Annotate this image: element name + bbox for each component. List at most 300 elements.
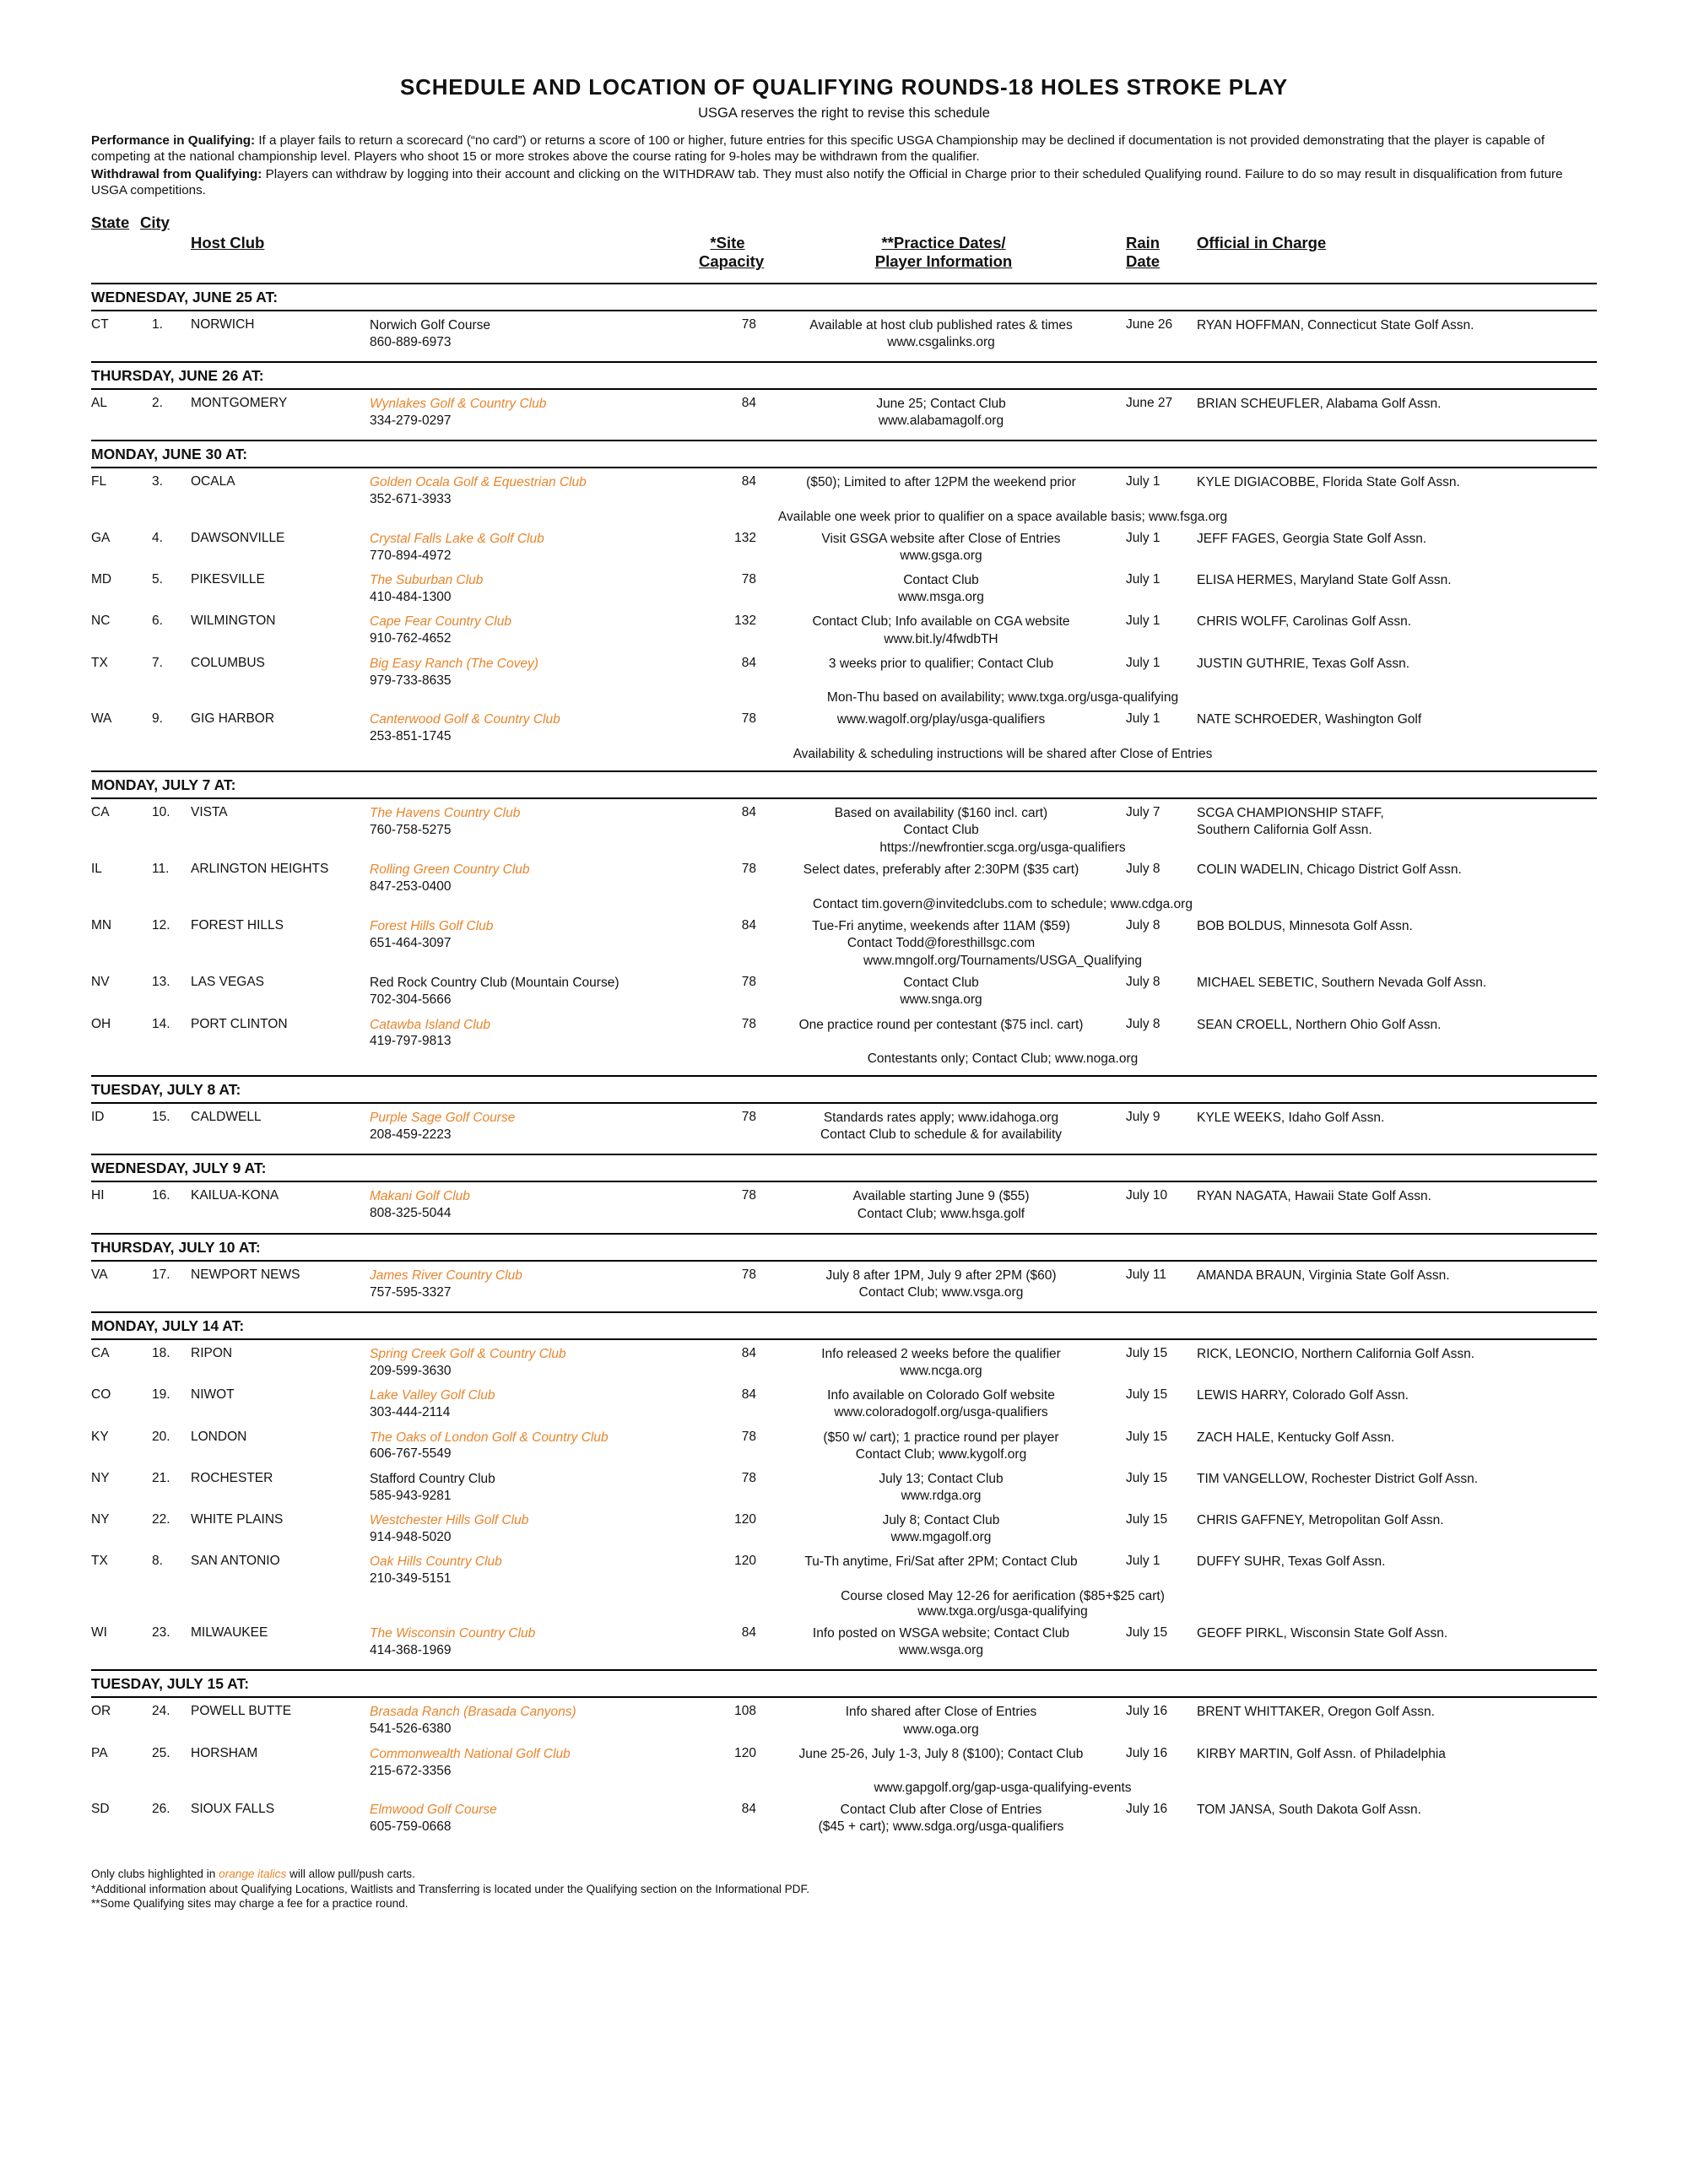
- table-row: [91, 856, 1597, 897]
- official-line: COLIN WADELIN, Chicago District Golf Assn.: [1197, 862, 1462, 878]
- cell-host-club: [370, 1017, 699, 1051]
- official-line: BRIAN SCHEUFLER, Alabama Golf Assn.: [1197, 396, 1442, 411]
- cell-city: DAWSONVILLE: [191, 530, 285, 545]
- cell-number: 22.: [152, 1512, 170, 1527]
- official-line: NATE SCHROEDER, Washington Golf: [1197, 712, 1422, 727]
- cell-rain-date: July 16: [1126, 1704, 1168, 1719]
- host-club-name: Purple Sage Golf Course: [370, 1111, 516, 1126]
- cell-rain-date: June 26: [1126, 316, 1173, 332]
- day-header: WEDNESDAY, JUNE 25 AT:: [91, 283, 1597, 311]
- cell-city: VISTA: [191, 805, 228, 820]
- cell-site-capacity: 78: [741, 862, 756, 877]
- practice-info-line: www.snga.org: [900, 992, 982, 1008]
- cell-official-in-charge: [1197, 572, 1636, 589]
- practice-info-line: Availability & scheduling instructions will be shared after Close of Entries: [793, 747, 1213, 762]
- cell-state: ID: [91, 1110, 105, 1125]
- host-club-name: The Wisconsin Country Club: [370, 1626, 536, 1641]
- cell-official-in-charge: [1197, 1802, 1636, 1819]
- cell-rain-date: July 9: [1126, 1110, 1160, 1125]
- practice-info-line: Contact tim.govern@invitedclubs.com to schedule; www.cdga.org: [813, 896, 1193, 911]
- host-club-name: Red Rock Country Club (Mountain Course): [370, 976, 619, 991]
- cell-host-club: [370, 474, 699, 508]
- cell-state: WA: [91, 711, 112, 727]
- official-line: CHRIS WOLFF, Carolinas Golf Assn.: [1197, 614, 1412, 630]
- cell-number: 9.: [152, 711, 163, 727]
- practice-info-wide: [370, 1781, 1636, 1796]
- practice-info-line: Contact Club: [903, 976, 979, 991]
- practice-info-line: June 25; Contact Club: [876, 396, 1006, 411]
- practice-info-line: Contact Club; www.vsga.org: [858, 1284, 1024, 1300]
- practice-info-line: Available starting June 9 ($55): [852, 1189, 1030, 1204]
- cell-city: ARLINGTON HEIGHTS: [191, 862, 329, 877]
- cell-host-club: [370, 1746, 699, 1780]
- official-line: AMANDA BRAUN, Virginia State Golf Assn.: [1197, 1268, 1450, 1283]
- practice-info-line: www.gapgolf.org/gap-usga-qualifying-events: [874, 1781, 1132, 1796]
- cell-rain-date: July 1: [1126, 530, 1160, 545]
- cell-practice-info: [760, 1188, 1123, 1222]
- cell-city: NIWOT: [191, 1387, 235, 1403]
- cell-state: MD: [91, 572, 112, 587]
- table-row: [91, 1548, 1597, 1589]
- host-club-name: Brasada Ranch (Brasada Canyons): [370, 1705, 576, 1720]
- cell-number: 26.: [152, 1802, 170, 1817]
- cell-rain-date: July 15: [1126, 1387, 1168, 1403]
- official-line: JUSTIN GUTHRIE, Texas Golf Assn.: [1197, 656, 1410, 671]
- official-line: LEWIS HARRY, Colorado Golf Assn.: [1197, 1388, 1409, 1403]
- table-row: [91, 311, 1597, 353]
- cell-practice-info: [760, 317, 1123, 351]
- table-row: [91, 799, 1597, 841]
- cell-rain-date: July 1: [1126, 1554, 1160, 1569]
- table-header: [91, 214, 1597, 272]
- host-club-name: Lake Valley Golf Club: [370, 1388, 495, 1403]
- cell-site-capacity: 84: [741, 1346, 756, 1361]
- practice-info-wide: [370, 841, 1636, 856]
- cell-number: 17.: [152, 1267, 170, 1282]
- cell-site-capacity: 84: [741, 1625, 756, 1641]
- cell-city: SAN ANTONIO: [191, 1554, 280, 1569]
- cell-city: NORWICH: [191, 316, 255, 332]
- table-row: [91, 1262, 1597, 1303]
- header-rain-line2: Date: [1126, 251, 1160, 270]
- practice-info-line: Contact Club; Info available on CGA website: [812, 614, 1070, 630]
- cell-number: 7.: [152, 655, 163, 670]
- table-row: [91, 566, 1597, 608]
- table-row: [91, 1465, 1597, 1506]
- cell-rain-date: July 1: [1126, 572, 1160, 587]
- cell-site-capacity: 78: [741, 1188, 756, 1203]
- cell-number: 11.: [152, 862, 170, 877]
- cell-site-capacity: 84: [741, 395, 756, 410]
- cell-host-club: [370, 396, 699, 430]
- cell-practice-info: [760, 1471, 1123, 1505]
- cell-host-club: [370, 317, 699, 351]
- cell-official-in-charge: [1197, 396, 1636, 413]
- table-row: [91, 705, 1597, 747]
- practice-info-line: ($45 + cart); www.sdga.org/usga-qualifiers: [818, 1819, 1064, 1835]
- cell-rain-date: July 8: [1126, 975, 1160, 990]
- cell-host-club: [370, 1554, 699, 1587]
- official-line: ELISA HERMES, Maryland State Golf Assn.: [1197, 573, 1452, 588]
- cell-host-club: [370, 862, 699, 895]
- cell-official-in-charge: [1197, 656, 1636, 673]
- host-club-phone: 808-325-5044: [370, 1206, 452, 1221]
- cell-site-capacity: 78: [741, 1267, 756, 1282]
- host-club-phone: 651-464-3097: [370, 935, 452, 950]
- practice-info-wide: [370, 510, 1636, 525]
- cell-practice-info: [760, 1387, 1123, 1421]
- official-line: TOM JANSA, South Dakota Golf Assn.: [1197, 1803, 1421, 1818]
- header-practice-line1: **Practice Dates/: [881, 234, 1006, 252]
- host-club-phone: 847-253-0400: [370, 879, 452, 895]
- host-club-phone: 253-851-1745: [370, 729, 452, 744]
- note-performance-label: Performance in Qualifying:: [91, 133, 256, 148]
- cell-state: NY: [91, 1512, 110, 1527]
- cell-state: VA: [91, 1267, 108, 1282]
- cell-official-in-charge: [1197, 1268, 1636, 1284]
- cell-official-in-charge: [1197, 317, 1636, 334]
- host-club-name: The Oaks of London Golf & Country Club: [370, 1430, 609, 1445]
- cell-official-in-charge: [1197, 614, 1636, 630]
- cell-city: RIPON: [191, 1346, 233, 1361]
- practice-info-line: June 25-26, July 1-3, July 8 ($100); Contact Club: [798, 1746, 1084, 1761]
- header-rain-line1: Rain: [1126, 234, 1160, 252]
- footer-line-3: **Some Qualifying sites may charge a fee for a practice round.: [91, 1897, 408, 1911]
- cell-host-club: [370, 1802, 699, 1835]
- host-club-name: James River Country Club: [370, 1268, 522, 1283]
- cell-city: PORT CLINTON: [191, 1016, 288, 1031]
- practice-info-line: www.csgalinks.org: [887, 334, 995, 349]
- note-performance: [91, 133, 1597, 165]
- cell-host-club: [370, 1188, 699, 1222]
- host-club-name: Oak Hills Country Club: [370, 1554, 502, 1570]
- official-line: SEAN CROELL, Northern Ohio Golf Assn.: [1197, 1017, 1442, 1032]
- cell-state: MN: [91, 917, 112, 933]
- cell-official-in-charge: [1197, 1471, 1636, 1488]
- host-club-name: Golden Ocala Golf & Equestrian Club: [370, 475, 587, 490]
- cell-city: GIG HARBOR: [191, 711, 275, 727]
- practice-info-line: July 8; Contact Club: [882, 1513, 1000, 1528]
- cell-city: COLUMBUS: [191, 655, 265, 670]
- host-club-phone: 541-526-6380: [370, 1722, 452, 1737]
- cell-site-capacity: 84: [741, 917, 756, 933]
- cell-host-club: [370, 1110, 699, 1143]
- cell-host-club: [370, 1471, 699, 1505]
- cell-state: NV: [91, 975, 110, 990]
- practice-info-line: www.ncga.org: [900, 1364, 982, 1379]
- cell-practice-info: [760, 1704, 1123, 1738]
- practice-info-line: Based on availability ($160 incl. cart): [834, 806, 1048, 821]
- cell-state: NC: [91, 614, 111, 629]
- cell-practice-info: [760, 396, 1123, 430]
- table-row: [91, 1340, 1597, 1381]
- practice-info-line: July 8 after 1PM, July 9 after 2PM ($60): [825, 1268, 1057, 1283]
- header-rain-date: [1123, 234, 1197, 273]
- cell-host-club: [370, 572, 699, 606]
- cell-site-capacity: 132: [734, 614, 756, 629]
- host-club-name: Spring Creek Golf & Country Club: [370, 1347, 566, 1362]
- practice-info-line: www.rdga.org: [901, 1489, 982, 1504]
- cell-official-in-charge: [1197, 1512, 1636, 1529]
- practice-info-line: Visit GSGA website after Close of Entries: [821, 531, 1061, 546]
- cell-state: CA: [91, 805, 110, 820]
- cell-official-in-charge: [1197, 975, 1636, 992]
- host-club-phone: 303-444-2114: [370, 1405, 451, 1420]
- practice-info-line: July 13; Contact Club: [879, 1471, 1004, 1486]
- cell-site-capacity: 84: [741, 474, 756, 489]
- cell-state: WI: [91, 1625, 107, 1641]
- cell-rain-date: July 7: [1126, 805, 1160, 820]
- practice-info-line: 3 weeks prior to qualifier; Contact Club: [828, 656, 1054, 671]
- cell-site-capacity: 78: [741, 572, 756, 587]
- cell-rain-date: July 16: [1126, 1802, 1168, 1817]
- table-row-continuation: [91, 747, 1597, 762]
- cell-official-in-charge: [1197, 1387, 1636, 1404]
- practice-info-line: Contact Todd@foresthillsgc.com: [847, 936, 1036, 951]
- cell-rain-date: July 15: [1126, 1429, 1168, 1444]
- cell-site-capacity: 120: [734, 1554, 756, 1569]
- cell-state: SD: [91, 1802, 110, 1817]
- table-row-continuation: [91, 841, 1597, 856]
- footer-line-1a: Only clubs highlighted in: [91, 1867, 219, 1880]
- cell-host-club: [370, 1346, 699, 1380]
- official-line: DUFFY SUHR, Texas Golf Assn.: [1197, 1554, 1386, 1570]
- note-performance-text: If a player fails to return a scorecard (“no card”) or returns a score of 100 or higher, future entries for this specific USGA Championship may be declined if documentation is not provided demonstrating that the player is capable of competing at the national championship level. Players who shoot 15 or more strokes above the course rating for 9-holes may be withdrawn from the qualifier.: [91, 133, 1545, 164]
- day-header: TUESDAY, JULY 8 AT:: [91, 1075, 1597, 1104]
- host-club-phone: 210-349-5151: [370, 1571, 452, 1587]
- cell-state: CA: [91, 1346, 110, 1361]
- cell-site-capacity: 120: [734, 1745, 756, 1760]
- cell-practice-info: [760, 1268, 1123, 1301]
- practice-info-line: Contact Club; www.kygolf.org: [855, 1446, 1027, 1462]
- note-withdrawal-text: Players can withdraw by logging into their account and clicking on the WITHDRAW tab. They must also notify the Official in Charge prior to their scheduled Qualifying round. Failure to do so may result in disqualification from future USGA competitions.: [91, 167, 1563, 197]
- host-club-name: Wynlakes Golf & Country Club: [370, 396, 547, 411]
- host-club-phone: 215-672-3356: [370, 1763, 452, 1778]
- cell-site-capacity: 78: [741, 1470, 756, 1485]
- table-row: [91, 1011, 1597, 1052]
- practice-info-line: Info released 2 weeks before the qualifier: [821, 1347, 1061, 1362]
- cell-number: 25.: [152, 1745, 170, 1760]
- cell-state: NY: [91, 1470, 110, 1485]
- table-row: [91, 608, 1597, 649]
- header-site-capacity-line1: *Site: [710, 234, 745, 252]
- official-line: RICK, LEONCIO, Northern California Golf Assn.: [1197, 1347, 1475, 1362]
- practice-info-line: www.coloradogolf.org/usga-qualifiers: [834, 1405, 1048, 1420]
- cell-city: LAS VEGAS: [191, 975, 265, 990]
- cell-city: MONTGOMERY: [191, 395, 288, 410]
- cell-practice-info: [760, 918, 1123, 952]
- host-club-phone: 334-279-0297: [370, 413, 452, 428]
- cell-city: ROCHESTER: [191, 1470, 273, 1485]
- cell-official-in-charge: [1197, 1188, 1636, 1205]
- cell-practice-info: [760, 614, 1123, 647]
- cell-city: PIKESVILLE: [191, 572, 265, 587]
- footer-line-1: [91, 1867, 1597, 1882]
- cell-site-capacity: 84: [741, 805, 756, 820]
- official-line: KYLE DIGIACOBBE, Florida State Golf Assn.: [1197, 475, 1460, 490]
- practice-info-line: Mon-Thu based on availability; www.txga.org/usga-qualifying: [826, 690, 1179, 705]
- host-club-phone: 352-671-3933: [370, 492, 452, 507]
- practice-info-line: www.msga.org: [898, 590, 984, 605]
- header-practice-dates: [760, 234, 1123, 273]
- host-club-name: The Havens Country Club: [370, 806, 521, 821]
- cell-practice-info: [760, 474, 1123, 491]
- table-row: [91, 1182, 1597, 1224]
- cell-number: 2.: [152, 395, 163, 410]
- practice-info-line: Tu-Th anytime, Fri/Sat after 2PM; Contact Club: [804, 1554, 1078, 1570]
- cell-host-club: [370, 918, 699, 952]
- official-line: RYAN NAGATA, Hawaii State Golf Assn.: [1197, 1189, 1431, 1204]
- cell-number: 20.: [152, 1429, 170, 1444]
- page-subtitle: USGA reserves the right to revise this schedule: [698, 105, 990, 121]
- cell-rain-date: July 15: [1126, 1512, 1168, 1527]
- host-club-phone: 770-894-4972: [370, 548, 452, 563]
- cell-city: SIOUX FALLS: [191, 1802, 275, 1817]
- cell-official-in-charge: [1197, 918, 1636, 935]
- official-line: Southern California Golf Assn.: [1197, 823, 1372, 838]
- practice-info-line: Select dates, preferably after 2:30PM ($35 cart): [803, 862, 1079, 878]
- cell-rain-date: July 1: [1126, 474, 1160, 489]
- official-line: CHRIS GAFFNEY, Metropolitan Golf Assn.: [1197, 1513, 1444, 1528]
- cell-city: KAILUA-KONA: [191, 1188, 279, 1203]
- practice-info-line: https://newfrontier.scga.org/usga-qualifiers: [879, 841, 1126, 856]
- cell-rain-date: July 8: [1126, 1016, 1160, 1031]
- host-club-phone: 605-759-0668: [370, 1819, 452, 1835]
- cell-city: WHITE PLAINS: [191, 1512, 284, 1527]
- cell-number: 18.: [152, 1346, 170, 1361]
- cell-site-capacity: 78: [741, 975, 756, 990]
- practice-info-line: www.mngolf.org/Tournaments/USGA_Qualifying: [863, 954, 1142, 969]
- cell-city: CALDWELL: [191, 1110, 262, 1125]
- host-club-name: Elmwood Golf Course: [370, 1803, 497, 1818]
- practice-info-wide: [370, 690, 1636, 705]
- page-title: SCHEDULE AND LOCATION OF QUALIFYING ROUNDS-18 HOLES STROKE PLAY: [400, 74, 1288, 100]
- cell-official-in-charge: [1197, 805, 1636, 839]
- cell-practice-info: [760, 572, 1123, 606]
- practice-info-line: Info posted on WSGA website; Contact Club: [812, 1626, 1070, 1641]
- day-header: WEDNESDAY, JULY 9 AT:: [91, 1154, 1597, 1182]
- table-row: [91, 525, 1597, 566]
- header-site-capacity: [699, 234, 765, 273]
- practice-info-line: ($50 w/ cart); 1 practice round per player: [823, 1430, 1059, 1445]
- practice-info-line: Info shared after Close of Entries: [845, 1705, 1037, 1720]
- table-row-continuation: [91, 1051, 1597, 1067]
- footer-notes: [91, 1867, 1597, 1912]
- table-row: [91, 1381, 1597, 1423]
- host-club-name: Westchester Hills Golf Club: [370, 1513, 529, 1528]
- day-header: THURSDAY, JULY 10 AT:: [91, 1233, 1597, 1262]
- practice-info-wide: [370, 1589, 1636, 1619]
- day-header: TUESDAY, JULY 15 AT:: [91, 1669, 1597, 1698]
- cell-host-club: [370, 975, 699, 1008]
- footer-line-2: *Additional information about Qualifying Locations, Waitlists and Transferring is located under the Qualifying section on the Informational PDF.: [91, 1882, 810, 1895]
- cell-official-in-charge: [1197, 1554, 1636, 1570]
- practice-info-line: www.wsga.org: [899, 1643, 983, 1658]
- table-row: [91, 650, 1597, 691]
- cell-city: POWELL BUTTE: [191, 1704, 292, 1719]
- host-club-phone: 209-599-3630: [370, 1363, 452, 1378]
- cell-state: FL: [91, 474, 107, 489]
- cell-practice-info: [760, 531, 1123, 565]
- practice-info-wide: [370, 747, 1636, 762]
- cell-practice-info: [760, 862, 1123, 878]
- cell-practice-info: [760, 1554, 1123, 1570]
- cell-state: TX: [91, 655, 108, 670]
- cell-rain-date: July 8: [1126, 862, 1160, 877]
- host-club-phone: 419-797-9813: [370, 1034, 452, 1049]
- cell-state: OH: [91, 1016, 111, 1031]
- cell-number: 13.: [152, 975, 170, 990]
- cell-practice-info: [760, 975, 1123, 1008]
- table-row-continuation: [91, 954, 1597, 969]
- cell-city: HORSHAM: [191, 1745, 258, 1760]
- table-row: [91, 390, 1597, 431]
- practice-info-line: Contact Club; www.hsga.golf: [857, 1206, 1025, 1221]
- day-header: MONDAY, JUNE 30 AT:: [91, 440, 1597, 468]
- practice-info-wide: [370, 897, 1636, 912]
- official-line: TIM VANGELLOW, Rochester District Golf Assn.: [1197, 1471, 1479, 1486]
- header-official-in-charge: Official in Charge: [1197, 234, 1327, 252]
- cell-practice-info: [760, 1625, 1123, 1659]
- cell-host-club: [370, 805, 699, 839]
- cell-number: 15.: [152, 1110, 170, 1125]
- practice-info-wide: [370, 1051, 1636, 1067]
- cell-site-capacity: 132: [734, 530, 756, 545]
- cell-state: GA: [91, 530, 111, 545]
- cell-rain-date: July 11: [1126, 1267, 1166, 1282]
- cell-host-club: [370, 1625, 699, 1659]
- cell-official-in-charge: [1197, 1625, 1636, 1642]
- cell-number: 10.: [152, 805, 170, 820]
- cell-site-capacity: 84: [741, 1387, 756, 1403]
- header-city: City: [140, 214, 170, 232]
- cell-number: 14.: [152, 1016, 170, 1031]
- cell-official-in-charge: [1197, 711, 1636, 728]
- host-club-phone: 208-459-2223: [370, 1127, 452, 1143]
- host-club-name: Forest Hills Golf Club: [370, 918, 494, 933]
- cell-state: KY: [91, 1429, 109, 1444]
- cell-city: MILWAUKEE: [191, 1625, 268, 1641]
- host-club-phone: 414-368-1969: [370, 1642, 452, 1657]
- cell-rain-date: July 8: [1126, 917, 1160, 933]
- cell-practice-info: [760, 1017, 1123, 1034]
- cell-number: 8.: [152, 1554, 163, 1569]
- cell-official-in-charge: [1197, 1704, 1636, 1721]
- table-row: [91, 969, 1597, 1010]
- cell-host-club: [370, 1268, 699, 1301]
- practice-info-line: Available at host club published rates & times: [809, 317, 1073, 332]
- cell-official-in-charge: [1197, 1746, 1636, 1763]
- official-line: BRENT WHITTAKER, Oregon Golf Assn.: [1197, 1705, 1435, 1720]
- cell-rain-date: July 1: [1126, 614, 1160, 629]
- official-line: KIRBY MARTIN, Golf Assn. of Philadelphia: [1197, 1746, 1446, 1761]
- cell-official-in-charge: [1197, 1346, 1636, 1363]
- practice-info-line: Contact Club: [903, 573, 979, 588]
- table-row: [91, 1796, 1597, 1837]
- cell-state: HI: [91, 1188, 105, 1203]
- cell-practice-info: [760, 1430, 1123, 1463]
- cell-practice-info: [760, 711, 1123, 728]
- cell-host-club: [370, 1387, 699, 1421]
- cell-official-in-charge: [1197, 1017, 1636, 1034]
- practice-info-wide: [370, 954, 1636, 969]
- practice-info-line: Contact Club after Close of Entries: [840, 1803, 1042, 1818]
- cell-practice-info: [760, 805, 1123, 839]
- cell-number: 16.: [152, 1188, 170, 1203]
- cell-practice-info: [760, 1512, 1123, 1546]
- cell-number: 23.: [152, 1625, 170, 1641]
- table-row: [91, 1506, 1597, 1548]
